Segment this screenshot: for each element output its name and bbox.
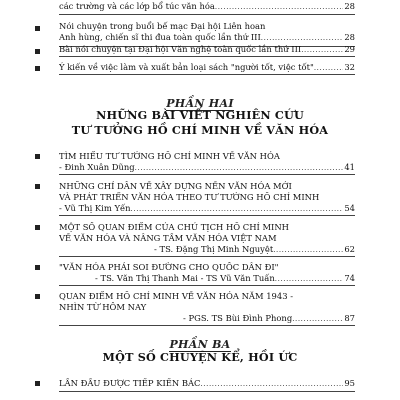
author-name: TS. Văn Thị Thanh Mai - TS Vũ Văn Tuấn [100, 273, 275, 283]
part-title [0, 108, 400, 138]
entry-rule [59, 74, 355, 75]
toc-entry-line [59, 32, 355, 42]
toc-entry-author: - Vũ Thị Kim Yến [59, 203, 131, 213]
entry-rule [59, 174, 355, 175]
entry-rule [59, 56, 355, 57]
bullet-icon [35, 154, 40, 159]
dot-leader [200, 380, 343, 388]
toc-entry-line [59, 378, 355, 388]
toc-entry-page: 74 [344, 273, 355, 283]
part-label-text: PHẦN HAI [166, 97, 234, 110]
toc-entry-author: - PGS. TS Bùi Đình Phong [183, 313, 293, 323]
dot-leader [301, 46, 343, 54]
toc-entry-page: 95 [344, 378, 355, 388]
dot-leader [273, 246, 343, 254]
toc-entry-title: "VĂN HÓA PHẢI SOI ĐƯỜNG CHO QUỐC DÂN ĐI" [59, 262, 279, 272]
part-title-line: MỘT SỐ CHUYỆN KỂ, HỒI ỨC [102, 350, 298, 364]
toc-entry-author: - TS. Đặng Thị Minh Nguyệt [154, 244, 274, 254]
dot-leader [135, 164, 344, 172]
toc-entry-title-cont: Anh hùng, chiến sĩ thi đua toàn quốc lần thứ III [59, 32, 261, 42]
toc-entry-title: LẦN ĐẦU ĐƯỢC TIẾP KIẾN BÁC [59, 378, 201, 388]
toc-entry-page: 28 [344, 1, 355, 11]
toc-entry-page: 54 [344, 203, 355, 213]
toc-entry-author: - TS. Văn Thị Thanh Mai - TS Vũ Văn Tuấn [95, 273, 275, 283]
entry-rule [59, 215, 355, 216]
toc-entry-title: NHỮNG CHỈ DẪN VỀ XÂY DỰNG NỀN VĂN HÓA MỚI [59, 181, 292, 191]
dot-leader [314, 64, 343, 72]
bullet-icon [35, 49, 40, 54]
bullet-icon [35, 184, 40, 189]
toc-entry-title: Ý kiến về việc làm và xuất bản loại sách "người tốt, việc tốt" [59, 62, 314, 72]
toc-entry-page: 28 [344, 32, 355, 42]
part-title [0, 350, 400, 365]
author-name: Vũ Thị Kim Yến [64, 203, 131, 213]
entry-rule [59, 14, 355, 15]
toc-entry-page: 87 [344, 313, 355, 323]
bullet-icon [35, 294, 40, 299]
entry-rule [59, 391, 355, 392]
toc-entry-line [59, 62, 355, 72]
toc-entry-title: Nói chuyện trong buổi bế mạc Đại hội Liên hoan [59, 21, 266, 31]
toc-entry-page: 62 [344, 244, 355, 254]
toc-entry-line [59, 313, 355, 323]
part-title-line: NHỮNG BÀI VIẾT NGHIÊN CỨU [96, 108, 304, 122]
toc-entry-title: MỘT SỐ QUAN ĐIỂM CỦA CHỦ TỊCH HỒ CHÍ MINH [59, 222, 289, 232]
entry-rule [59, 285, 355, 286]
toc-entry-title-cont: NHÌN TỪ HÔM NAY [59, 302, 147, 312]
toc-entry-author: - Đinh Xuân Dũng [59, 162, 135, 172]
toc-entry-title: các trường và các lớp bổ túc văn hóa [59, 1, 215, 11]
toc-entry-title-cont: VỀ VĂN HÓA VÀ NÂNG TẦM VĂN HÓA VIỆT NAM [59, 233, 277, 243]
toc-entry-line [59, 162, 355, 172]
dot-leader [261, 34, 344, 42]
dot-leader [131, 205, 344, 213]
toc-entry-line [59, 203, 355, 213]
bullet-icon [35, 26, 40, 31]
toc-entry-line [59, 44, 355, 54]
toc-entry-page: 29 [344, 44, 355, 54]
dot-leader [215, 3, 343, 11]
toc-entry-title: QUAN ĐIỂM HỒ CHÍ MINH VỀ VĂN HÓA NĂM 1943 - [59, 291, 294, 301]
toc-entry-title-cont: VÀ PHÁT TRIỂN VĂN HÓA THEO TƯ TƯỞNG HỒ CHÍ MINH [59, 192, 320, 202]
toc-entry-page: 41 [344, 162, 355, 172]
author-name: PGS. TS Bùi Đình Phong [188, 313, 293, 323]
author-name: TS. Đặng Thị Minh Nguyệt [159, 244, 274, 254]
dot-leader [292, 315, 343, 323]
toc-entry-page: 32 [344, 62, 355, 72]
toc-entry-title: Bài nói chuyện tại Đại hội Văn nghệ toàn quốc lần thứ III [59, 44, 302, 54]
toc-entry-line [59, 244, 355, 254]
author-name: Đinh Xuân Dũng [64, 162, 135, 172]
bullet-icon [35, 265, 40, 270]
toc-entry-line [59, 1, 355, 11]
bullet-icon [35, 381, 40, 386]
bullet-icon [35, 225, 40, 230]
bullet-icon [35, 66, 40, 71]
part-label-text: PHẦN BA [169, 338, 231, 351]
part-title-line: TƯ TƯỞNG HỒ CHÍ MINH VỀ VĂN HÓA [71, 123, 329, 138]
entry-rule [59, 256, 355, 257]
dot-leader [275, 275, 344, 283]
entry-rule [59, 325, 355, 326]
toc-entry-title: TÌM HIỂU TƯ TƯỞNG HỒ CHÍ MINH VỀ VĂN HÓA [59, 151, 280, 161]
toc-entry-line [59, 273, 355, 283]
